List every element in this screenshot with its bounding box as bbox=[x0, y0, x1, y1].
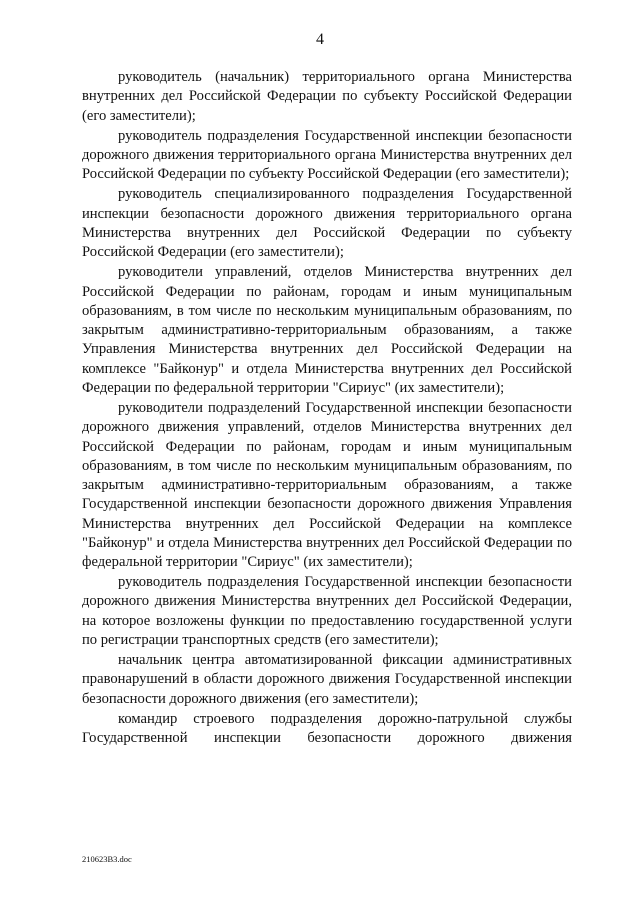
footer-filename: 210623B3.doc bbox=[82, 854, 132, 864]
paragraph-1: руководитель (начальник) территориального органа Министерства внутренних дел Российской Федерации по субъекту Российской Федерации (его заместители); bbox=[82, 69, 572, 124]
paragraph-7: начальник центра автоматизированной фиксации административных правонарушений в области дорожного движения Государственной инспекции безопасности дорожного движения (его заместители); bbox=[82, 652, 572, 707]
document-body bbox=[82, 68, 572, 749]
paragraph-8: командир строевого подразделения дорожно-патрульной службы Государственной инспекции безопасности дорожного движения bbox=[82, 710, 572, 747]
paragraph-6: руководитель подразделения Государственной инспекции безопасности дорожного движения Министерства внутренних дел Российской Федерации, на которое возложены функции по предоставлению государственной услуги по регистрации транспортных средств (его заместители); bbox=[82, 574, 572, 648]
paragraph-2: руководитель подразделения Государственной инспекции безопасности дорожного движения территориального органа Министерства внутренних дел Российской Федерации по субъекту Российской Федерации (его заместители); bbox=[82, 127, 572, 183]
paragraph-3: руководитель специализированного подразделения Государственной инспекции безопасности дорожного движения территориального органа Министерства внутренних дел Российской Федерации по субъекту Российской Федерации (его заместители); bbox=[82, 186, 572, 261]
paragraph-5: руководители подразделений Государственной инспекции безопасности дорожного движения управлений, отделов Министерства внутренних дел Российской Федерации по районам, городам и иным муниципальным образованиям, в том числе по нескольким муниципальным образованиям, по закрытым административно-территориальным образованиям, а также Государственной инспекции безопасности дорожного движения Управления Министерства внутренних дел Российской Федерации на комплексе "Байконур" и отдела Министерства внутренних дел Российской Федерации по федеральной территории "Сириус" (их заместители); bbox=[82, 400, 572, 570]
page-number: 4 bbox=[316, 31, 324, 48]
paragraph-4: руководители управлений, отделов Министерства внутренних дел Российской Федерации по районам, городам и иным муниципальным образованиям, в том числе по нескольким муниципальным образованиям, по закрытым административно-территориальным образованиям, а также Управления Министерства внутренних дел Российской Федерации на комплексе "Байконур" и отдела Министерства внутренних дел Российской Федерации по федеральной территории "Сириус" (их заместители); bbox=[82, 264, 572, 396]
